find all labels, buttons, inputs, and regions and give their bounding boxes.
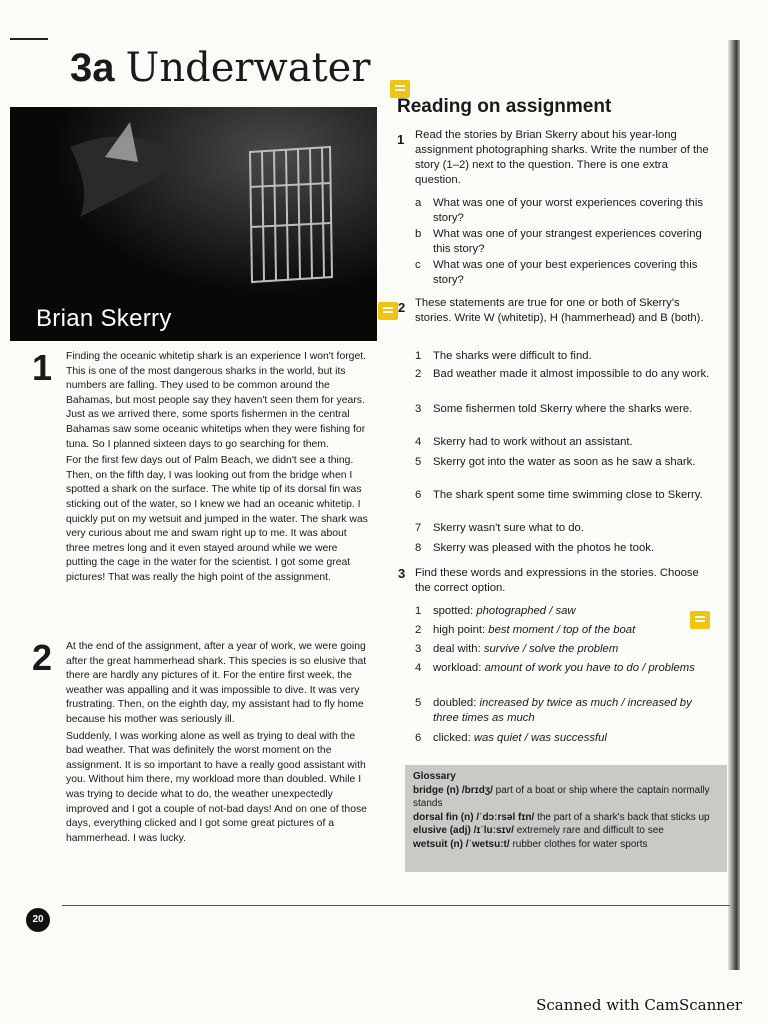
exercise-3-item	[415, 623, 715, 638]
exercise-2-item	[415, 367, 715, 382]
item-text: The sharks were difficult to find.	[433, 350, 592, 362]
item-options[interactable]: best moment / top of the boat	[488, 624, 636, 636]
photo-caption: Brian Skerry	[36, 305, 172, 332]
exercise-1-item-b	[415, 227, 715, 257]
item-term: deal with:	[433, 643, 481, 655]
item-term: spotted:	[433, 605, 474, 617]
item-term: high point:	[433, 624, 486, 636]
exercise-3-item	[415, 696, 715, 726]
item-label: 5	[415, 456, 422, 468]
exercise-1-item-c	[415, 258, 715, 288]
item-text: Some fishermen told Skerry where the sharks were.	[433, 403, 693, 415]
story-number: 2	[32, 637, 53, 678]
section-heading: Reading on assignment	[397, 96, 612, 117]
story-1	[10, 347, 370, 640]
glossary-box	[405, 765, 727, 872]
item-text: The shark spent some time swimming close to Skerry.	[433, 489, 703, 501]
bottom-rule	[62, 905, 730, 906]
item-options[interactable]: amount of work you have to do / problems	[484, 662, 695, 674]
glossary-entry	[413, 811, 719, 825]
item-label: a	[415, 197, 422, 209]
item-label: b	[415, 228, 422, 240]
item-text: Skerry had to work without an assistant.	[433, 436, 633, 448]
item-options[interactable]: photographed / saw	[476, 605, 576, 617]
story-paragraph: At the end of the assignment, after a year of work, we were going after the great hammerhead shark. This species is so elusive that there are hardly any pictures of it. For the entire first week, the weather was appalling and it was impossible to dive. It was very frustrating. Then, on the eighth day, my assistant had to fly home because his mother was seriously ill.	[66, 641, 367, 725]
item-options[interactable]: survive / solve the problem	[483, 643, 619, 655]
item-text: What was one of your best experiences covering this story?	[433, 259, 698, 286]
note-icon[interactable]	[378, 302, 398, 320]
item-options[interactable]: was quiet / was successful	[473, 732, 607, 744]
glossary-term: dorsal fin (n) /ˈdɔːrsəl fɪn/	[413, 811, 535, 823]
item-term: workload:	[433, 662, 482, 674]
item-label: 3	[415, 403, 422, 415]
story-text	[66, 350, 370, 588]
glossary-entry	[413, 784, 719, 811]
item-label: 5	[415, 697, 422, 709]
exercise-3-item	[415, 604, 715, 619]
glossary-term: bridge (n) /brɪdʒ/	[413, 784, 493, 796]
exercise-2-item	[415, 349, 715, 364]
story-number: 1	[32, 347, 53, 388]
item-label: 4	[415, 436, 422, 448]
item-label: 1	[415, 605, 422, 617]
exercise-2-item	[415, 435, 715, 450]
item-options[interactable]: increased by twice as much / increased by three times as much	[433, 697, 692, 724]
item-label: 2	[415, 368, 422, 380]
unit-title: Underwater	[125, 45, 371, 91]
story-paragraph: Suddenly, I was working alone as well as trying to deal with the bad weather. That was definitely the worst moment on the assignment. It is so important to have a really good assistant with you. Without him there, my workload more than doubled. While I was trying to decide what to do, the weather unexpectedly improved and I got a couple of not-bad days! And on one of those days, everything clicked and I got some great pictures of a hammerhead. I was lucky.	[66, 730, 367, 844]
page-number: 20	[26, 908, 50, 932]
item-label: 6	[415, 732, 422, 744]
exercise-2-instruction: These statements are true for one or both of Skerry's stories. Write W (whitetip), H (hammerhead) and B (both).	[415, 297, 704, 324]
item-label: 2	[415, 624, 422, 636]
item-label: 4	[415, 662, 422, 674]
item-text: What was one of your worst experiences covering this story?	[433, 197, 703, 224]
shark-photo	[10, 107, 377, 341]
page-binding-shadow	[728, 40, 740, 970]
glossary-entry	[413, 824, 719, 838]
item-text: Bad weather made it almost impossible to do any work.	[433, 368, 710, 380]
exercise-1-number: 1	[397, 132, 405, 147]
story-2	[10, 637, 370, 890]
exercise-3-item	[415, 661, 715, 676]
top-rule	[10, 38, 48, 40]
item-text: Skerry wasn't sure what to do.	[433, 522, 584, 534]
exercise-3-number: 3	[398, 566, 406, 581]
item-label: 8	[415, 542, 422, 554]
story-text	[66, 640, 370, 848]
exercise-2-item	[415, 541, 715, 556]
item-label: c	[415, 259, 421, 271]
item-text: Skerry got into the water as soon as he saw a shark.	[433, 456, 696, 468]
item-label: 7	[415, 522, 422, 534]
exercise-3-item	[415, 642, 715, 657]
glossary-definition: extremely rare and difficult to see	[516, 825, 664, 836]
exercise-1-instruction: Read the stories by Brian Skerry about his year-long assignment photographing sharks. Write the number of the story (1–2) next to the question. There is one extra question.	[415, 129, 709, 186]
exercise-2-item	[415, 521, 715, 536]
item-text: What was one of your strangest experiences covering this story?	[433, 228, 702, 255]
page-title	[70, 42, 370, 94]
exercise-1-item-a	[415, 196, 715, 226]
exercise-2-number: 2	[398, 300, 406, 315]
glossary-title: Glossary	[413, 771, 456, 782]
exercise-2-item	[415, 402, 715, 417]
item-text: Skerry was pleased with the photos he took.	[433, 542, 655, 554]
item-term: clicked:	[433, 732, 471, 744]
glossary-term: elusive (adj) /ɪˈluːsɪv/	[413, 825, 514, 836]
exercise-2-item	[415, 455, 715, 470]
unit-number: 3a	[70, 46, 115, 90]
exercise-3-item	[415, 731, 715, 746]
glossary-definition: the part of a shark's back that sticks up	[537, 811, 710, 823]
glossary-term: wetsuit (n) /ˈwetsuːt/	[413, 838, 510, 850]
item-label: 1	[415, 350, 422, 362]
item-label: 6	[415, 489, 422, 501]
story-paragraph: Finding the oceanic whitetip shark is an experience I won't forget. This is one of the most dangerous sharks in the world, but its numbers are falling. They used to be common around the Bahamas, but most people say they haven't seen them for years. Just as we arrived there, some sports fishermen in the central Bahamas saw some oceanic whitetips when they were fishing for tuna. So I planned sixteen days to go searching for them.	[66, 351, 367, 450]
scanner-watermark: Scanned with CamScanner	[536, 996, 742, 1014]
item-term: doubled:	[433, 697, 477, 709]
note-icon[interactable]	[690, 611, 710, 629]
exercise-2-item	[415, 488, 715, 503]
glossary-definition: rubber clothes for water sports	[512, 838, 648, 850]
exercise-3-instruction: Find these words and expressions in the stories. Choose the correct option.	[415, 567, 699, 594]
glossary-entry	[413, 838, 719, 852]
story-paragraph: For the first few days out of Palm Beach, we didn't see a thing. Then, on the fifth day, I was looking out from the bridge when I spotted a shark on the surface. The white tip of its dorsal fin was sticking out of the water, so I knew we had an oceanic whitetip. I quickly put on my wetsuit and jumped in the water. The shark was very curious about me and swam right up to me. It was about three metres long and it even stayed around while we were putting the cage in the water for the scientist. I got some great pictures! That was really the high point of the assignment.	[66, 455, 368, 583]
item-label: 3	[415, 643, 422, 655]
glossary-definition: part of a boat or ship where the captain normally stands	[413, 784, 710, 809]
